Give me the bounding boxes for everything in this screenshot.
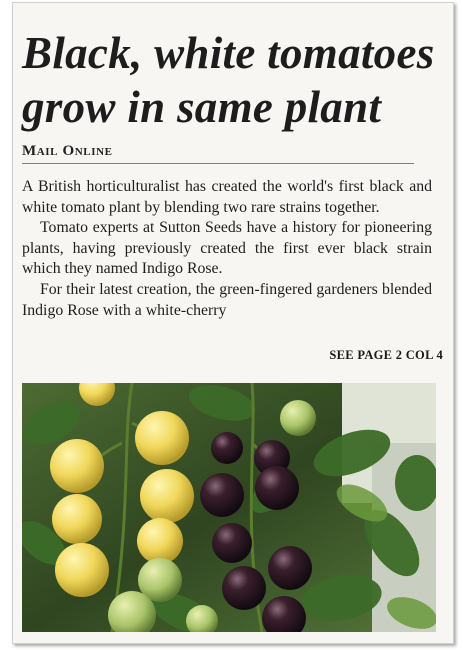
- article-source: Mail Online: [22, 143, 414, 164]
- tomato-illustration: [22, 383, 436, 632]
- continuation-note: SEE PAGE 2 COL 4: [329, 348, 443, 362]
- article-headline: Black, white tomatoes grow in same plant: [22, 28, 435, 132]
- tomato-plant-photo: [22, 383, 436, 632]
- article-paragraph: For their latest creation, the green-fingered gardeners blended Indigo Rose with a white-cherry: [22, 280, 432, 319]
- article-paragraph: Tomato experts at Sutton Seeds have a history for pioneering plants, having previously created the first ever black strain which they named Indigo Rose.: [22, 219, 432, 278]
- article-body: [22, 177, 432, 321]
- article-paragraph: A British horticulturalist has created the world's first black and white tomato plant by blending two rare strains together.: [22, 178, 432, 216]
